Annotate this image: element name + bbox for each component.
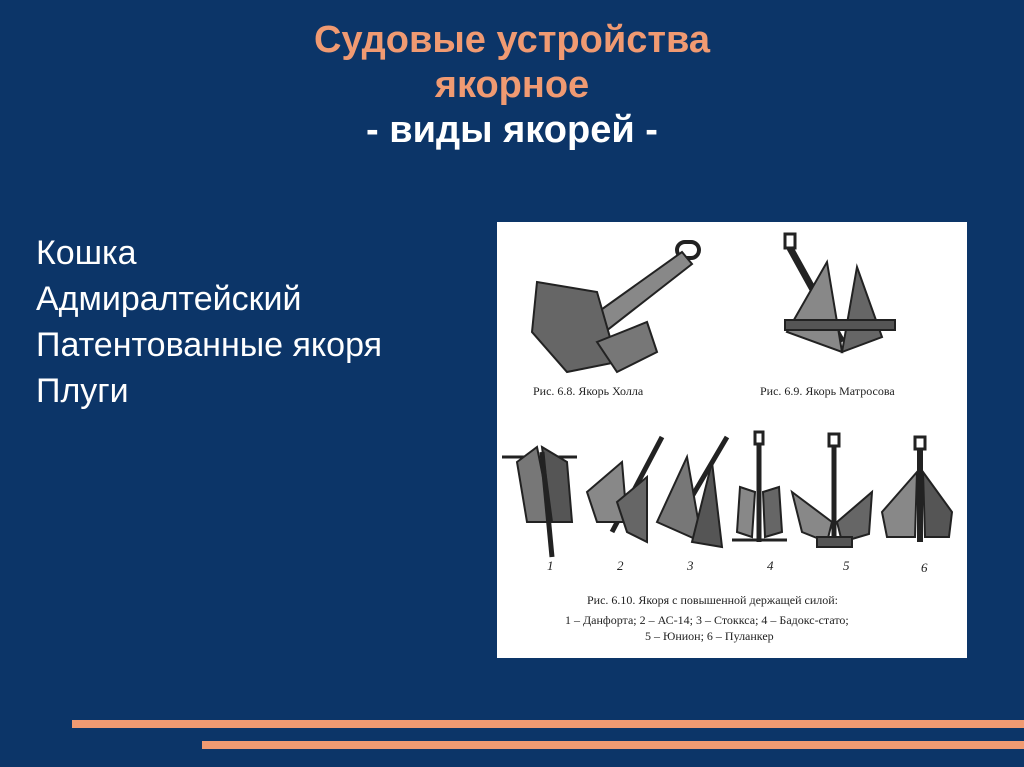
list-item: Кошка (36, 234, 137, 272)
title-line-3: - виды якорей - (366, 108, 658, 151)
matrosov-anchor-drawing (785, 234, 895, 352)
decorative-bar-bottom (202, 741, 1024, 749)
anchor-number: 5 (843, 558, 850, 573)
list-item: Адмиралтейский (36, 280, 302, 318)
anchor-number: 4 (767, 558, 774, 573)
anchor-types-list (36, 230, 382, 414)
title-line-1: Судовые устройства (314, 19, 710, 61)
anchor-3-drawing (657, 437, 727, 547)
hall-anchor-drawing (532, 242, 699, 372)
anchor-number: 1 (547, 558, 554, 573)
anchor-number: 6 (921, 560, 928, 575)
anchor-4-drawing (732, 432, 787, 542)
caption-fig-6-10: Рис. 6.10. Якоря с повышенной держащей силой: (587, 593, 839, 607)
anchor-5-drawing (792, 434, 872, 547)
caption-fig-6-10-legend-2: 5 – Юнион; 6 – Пуланкер (645, 629, 774, 643)
caption-fig-6-10-legend: 1 – Данфорта; 2 – АС-14; 3 – Стоккса; 4 – Бадокс-стато; (565, 613, 849, 627)
anchor-2-drawing (587, 437, 662, 542)
anchor-number: 2 (617, 558, 624, 573)
list-item: Патентованные якоря (36, 326, 383, 364)
decorative-bar-top (72, 720, 1024, 728)
caption-fig-6-8: Рис. 6.8. Якорь Холла (533, 384, 644, 398)
caption-fig-6-9: Рис. 6.9. Якорь Матросова (760, 384, 895, 398)
list-item: Плуги (36, 372, 129, 410)
anchor-number: 3 (687, 558, 694, 573)
slide-title (0, 18, 1024, 152)
anchor-1-drawing (502, 447, 577, 557)
anchors-figure (497, 222, 967, 658)
title-line-2: якорное (434, 63, 590, 106)
anchor-6-drawing (882, 437, 952, 542)
